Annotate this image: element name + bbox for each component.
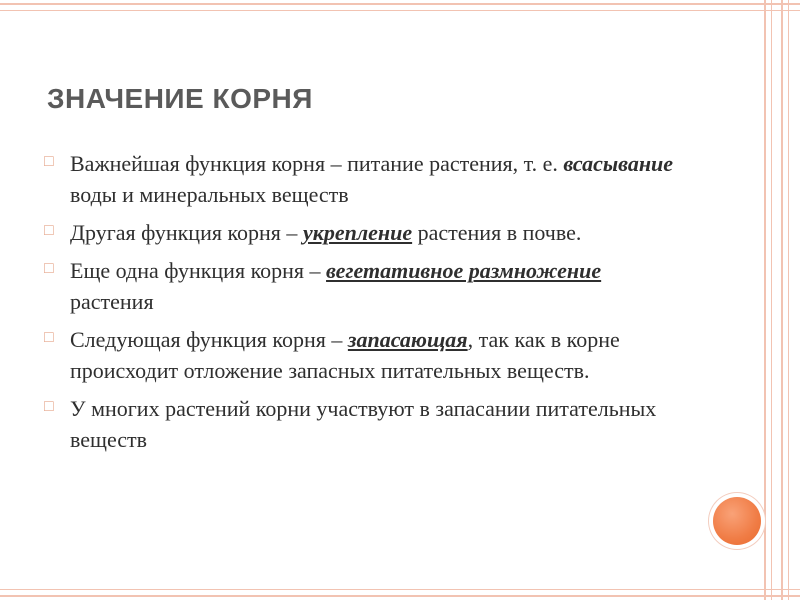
bullet-square-icon: □ — [44, 260, 54, 277]
bullet-square-icon: □ — [44, 329, 54, 346]
bullet-text: Еще одна функция корня – — [70, 258, 327, 283]
bullet-item-4 — [44, 324, 684, 386]
bullet-text: Важнейшая функция корня – питание растения, т. е. — [70, 151, 564, 176]
bullet-item-2 — [44, 217, 684, 248]
bullet-square-icon: □ — [44, 222, 54, 239]
bullet-text: У многих растений корни участвуют в запасании питательных веществ — [70, 396, 657, 452]
frame-line-right-4 — [788, 0, 789, 600]
bullet-item-5 — [44, 393, 684, 455]
decorative-orange-circle — [713, 497, 761, 545]
bullet-item-1 — [44, 148, 684, 210]
frame-line-bottom-1 — [0, 589, 800, 590]
bullet-emphasis: запасающая — [347, 327, 468, 352]
bullet-emphasis: укрепление — [302, 220, 413, 245]
frame-line-right-1 — [764, 0, 766, 600]
frame-line-bottom-2 — [0, 595, 800, 597]
bullet-text: растения в почве. — [412, 220, 582, 245]
bullet-text: , так как в корне происходит отложение запасных питательных веществ. — [70, 327, 620, 383]
bullet-text: Следующая функция корня – — [70, 327, 348, 352]
bullet-text: Другая функция корня – — [70, 220, 303, 245]
bullet-item-3 — [44, 255, 684, 317]
frame-line-top-2 — [0, 10, 800, 11]
bullet-list — [44, 148, 684, 462]
bullet-square-icon: □ — [44, 153, 54, 170]
bullet-emphasis: всасывание — [563, 151, 674, 176]
bullet-emphasis: вегетативное размножение — [326, 258, 602, 283]
bullet-square-icon: □ — [44, 398, 54, 415]
frame-line-top-1 — [0, 3, 800, 5]
slide-title: ЗНАЧЕНИЕ КОРНЯ — [47, 83, 313, 114]
bullet-text: растения — [70, 289, 154, 314]
frame-line-right-3 — [781, 0, 783, 600]
frame-line-right-2 — [771, 0, 772, 600]
bullet-text: воды и минеральных веществ — [70, 182, 349, 207]
